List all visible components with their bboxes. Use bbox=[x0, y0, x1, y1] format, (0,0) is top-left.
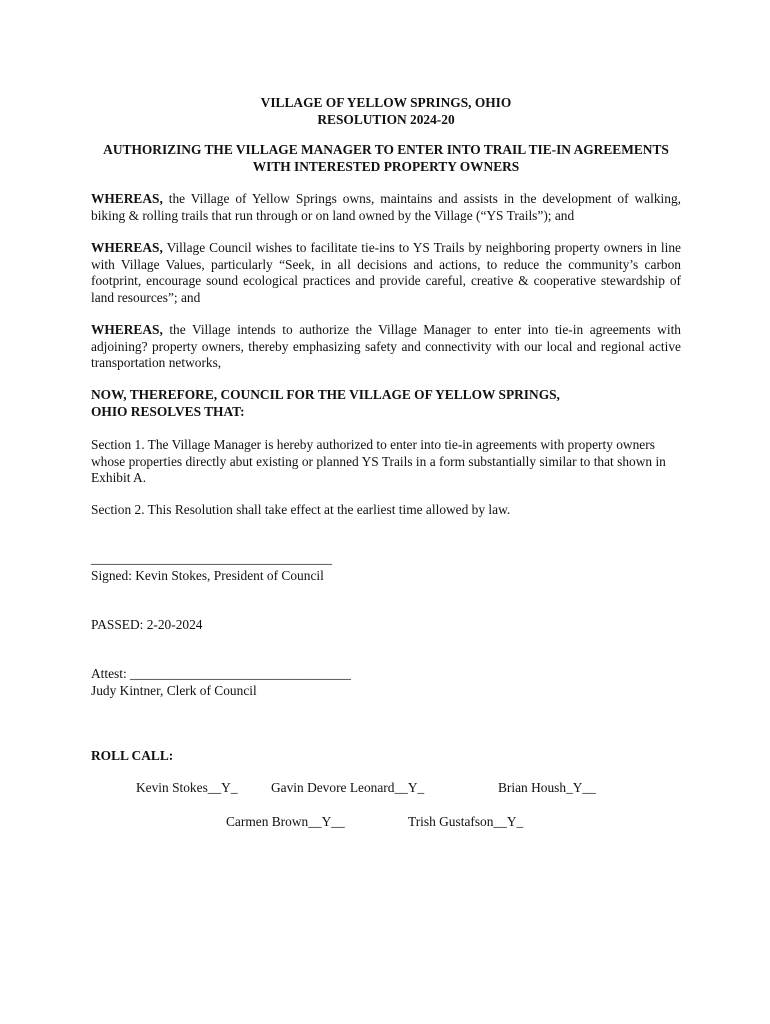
roll-call-vote: Trish Gustafson__Y_ bbox=[408, 814, 524, 829]
title-line-1: AUTHORIZING THE VILLAGE MANAGER TO ENTER INTO TRAIL TIE-IN AGREEMENTS bbox=[103, 142, 669, 157]
whereas-clause-3 bbox=[91, 322, 681, 372]
roll-call-vote: Kevin Stokes__Y_ bbox=[136, 780, 238, 795]
attest-line: Attest: _________________________________ bbox=[91, 666, 351, 681]
whereas-text: the Village of Yellow Springs owns, maintains and assists in the development of walking, biking & rolling trails that run through or on land owned by the Village (“YS Trails”); and bbox=[91, 191, 681, 223]
roll-call-vote: Carmen Brown__Y__ bbox=[226, 814, 345, 829]
whereas-text: Village Council wishes to facilitate tie-ins to YS Trails by neighboring property owners in line with Village Values, particularly “Seek, in all decisions and actions, to reduce the community’s carbon footprint, encourage sound ecological practices and provide careful, creative & cooperative stewardship of land resources”; and bbox=[91, 240, 681, 305]
whereas-clause-2 bbox=[91, 240, 681, 306]
signature-line: ____________________________________ bbox=[91, 551, 333, 566]
document-header bbox=[91, 95, 681, 128]
whereas-lead: WHEREAS, bbox=[91, 240, 163, 255]
resolves-line-1: NOW, THEREFORE, COUNCIL FOR THE VILLAGE OF YELLOW SPRINGS, bbox=[91, 387, 560, 402]
roll-call-vote: Brian Housh_Y__ bbox=[498, 780, 596, 795]
whereas-text: the Village intends to authorize the Village Manager to enter into tie-in agreements with adjoining? property owners, thereby emphasizing safety and connectivity with our local and regional active transportation networks, bbox=[91, 322, 681, 371]
resolves-line-2: OHIO RESOLVES THAT: bbox=[91, 403, 245, 419]
village-name: VILLAGE OF YELLOW SPRINGS, OHIO bbox=[260, 95, 512, 110]
roll-call-heading: ROLL CALL: bbox=[91, 748, 174, 763]
resolves-heading bbox=[91, 387, 681, 420]
roll-call-vote: Gavin Devore Leonard__Y_ bbox=[271, 780, 425, 795]
whereas-lead: WHEREAS, bbox=[91, 191, 163, 206]
whereas-lead: WHEREAS, bbox=[91, 322, 163, 337]
resolution-title bbox=[91, 142, 681, 175]
resolution-number: RESOLUTION 2024-20 bbox=[317, 111, 455, 127]
title-line-2: WITH INTERESTED PROPERTY OWNERS bbox=[252, 158, 520, 174]
section-1: Section 1. The Village Manager is hereby authorized to enter into tie-in agreements with property owners whose properties directly abut existing or planned YS Trails in a form substantially similar to that shown in Exhibit A. bbox=[91, 437, 666, 486]
signature-name: Signed: Kevin Stokes, President of Council bbox=[91, 568, 324, 583]
passed-date: PASSED: 2-20-2024 bbox=[91, 617, 203, 632]
whereas-clause-1 bbox=[91, 191, 681, 224]
attest-name: Judy Kintner, Clerk of Council bbox=[91, 683, 257, 698]
section-2: Section 2. This Resolution shall take effect at the earliest time allowed by law. bbox=[91, 502, 511, 517]
